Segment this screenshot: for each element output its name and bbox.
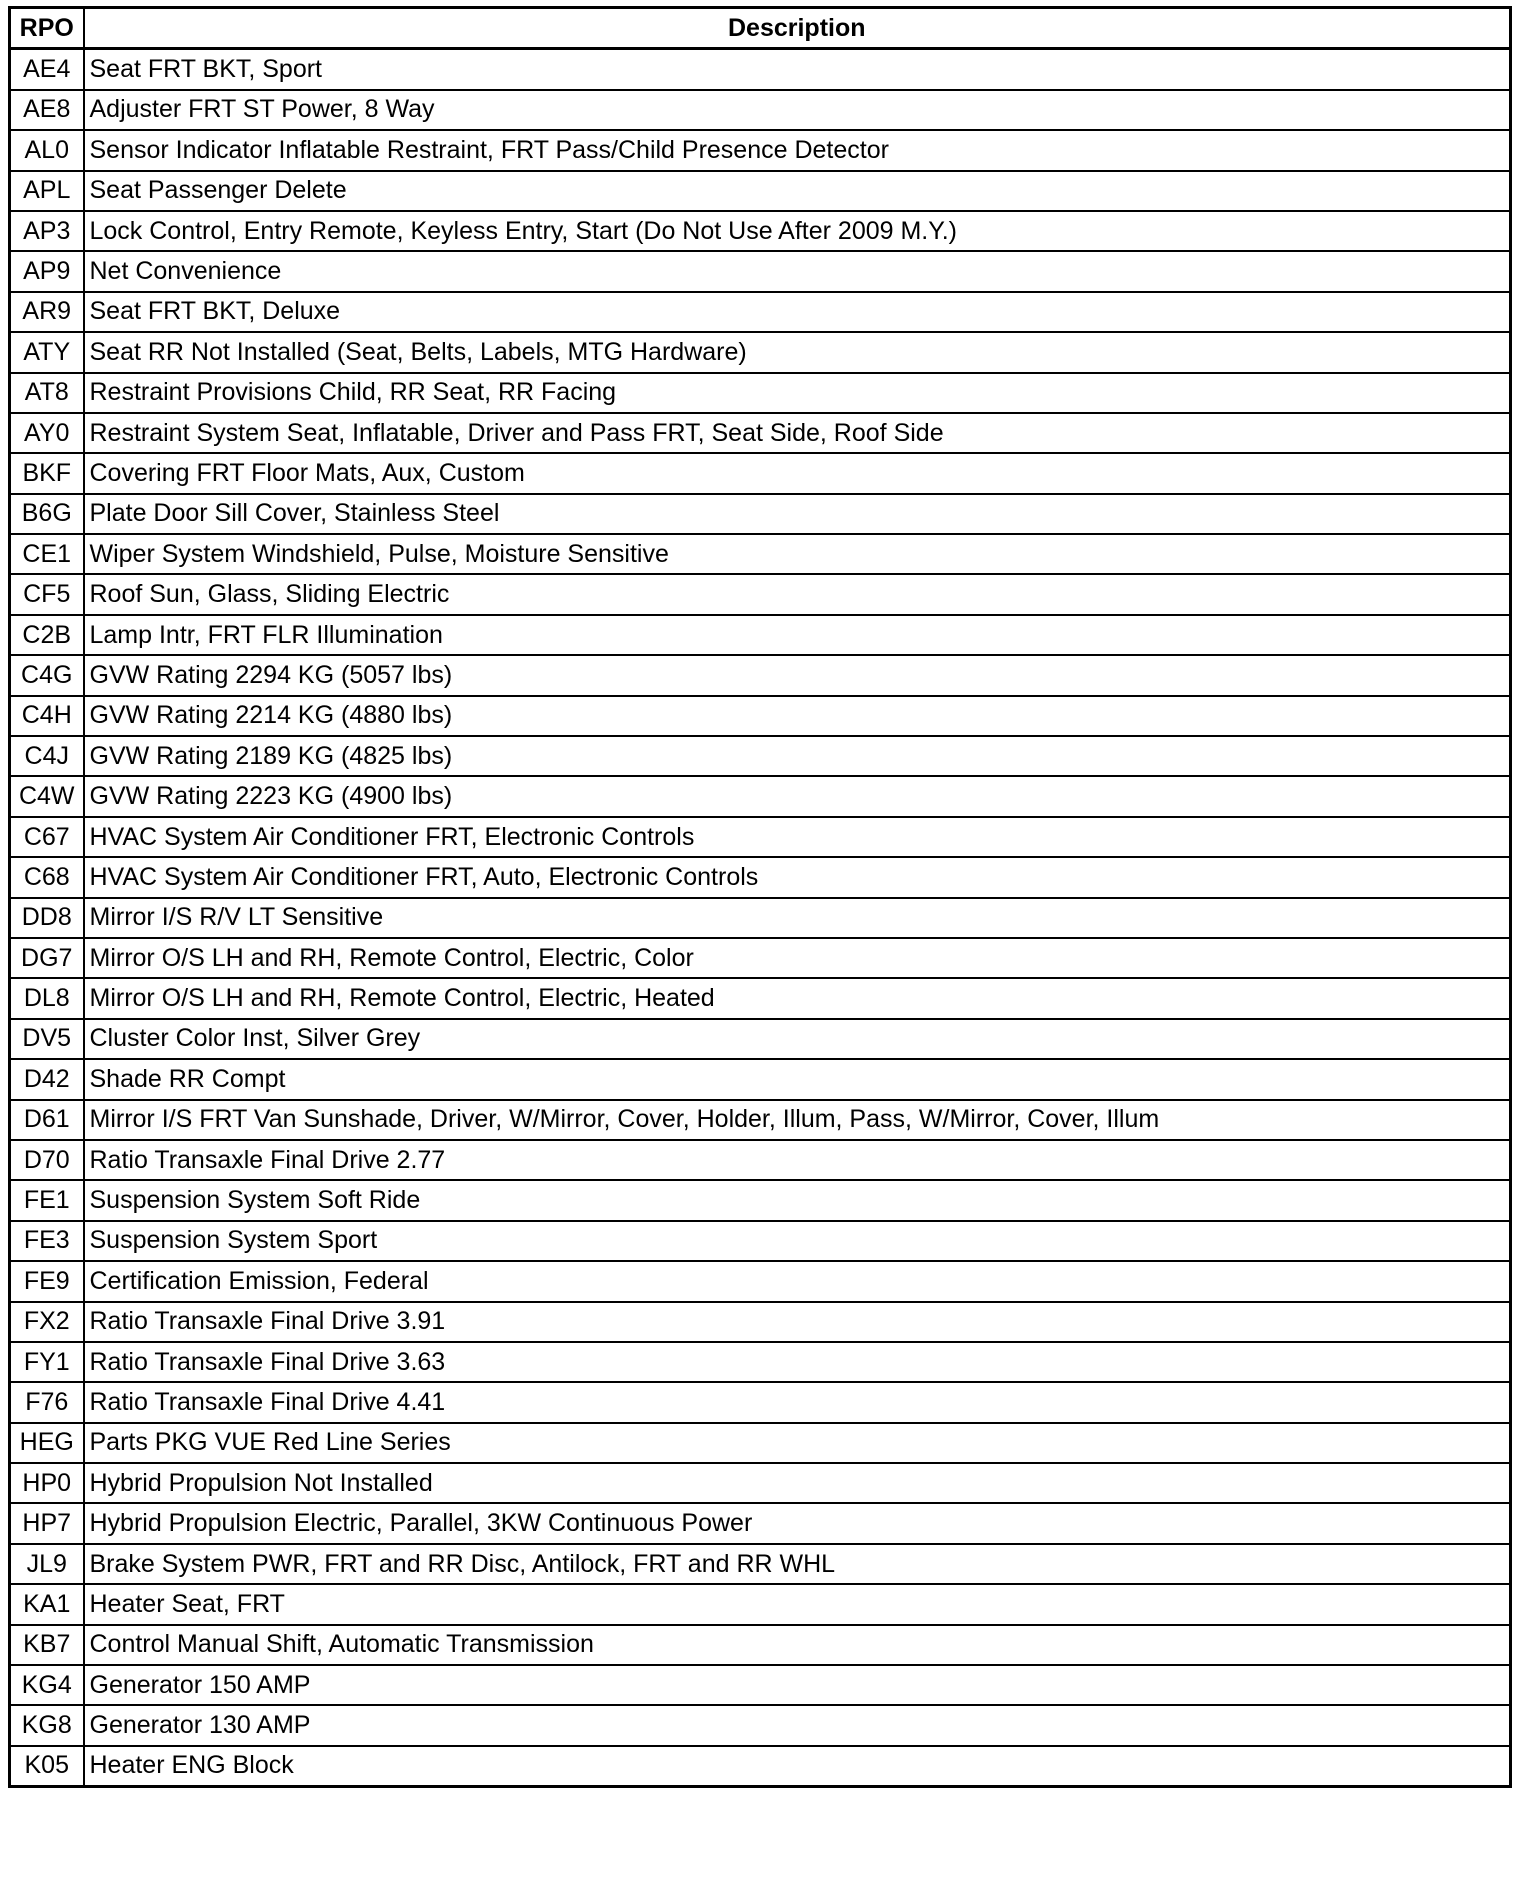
rpo-description: Generator 150 AMP (84, 1665, 1511, 1705)
rpo-code: FE3 (10, 1221, 84, 1261)
rpo-code: JL9 (10, 1544, 84, 1584)
rpo-description: Heater ENG Block (84, 1746, 1511, 1787)
table-row (10, 1180, 1511, 1220)
table-row (10, 817, 1511, 857)
rpo-description: Plate Door Sill Cover, Stainless Steel (84, 494, 1511, 534)
rpo-description: Mirror O/S LH and RH, Remote Control, Electric, Heated (84, 978, 1511, 1018)
table-row (10, 1705, 1511, 1745)
table-row (10, 1463, 1511, 1503)
rpo-description: Wiper System Windshield, Pulse, Moisture Sensitive (84, 534, 1511, 574)
rpo-code: FX2 (10, 1302, 84, 1342)
rpo-description: Generator 130 AMP (84, 1705, 1511, 1745)
rpo-description: Covering FRT Floor Mats, Aux, Custom (84, 453, 1511, 493)
rpo-code: AP3 (10, 211, 84, 251)
rpo-code: KB7 (10, 1625, 84, 1665)
table-row (10, 857, 1511, 897)
table-row (10, 332, 1511, 372)
table-row (10, 1584, 1511, 1624)
rpo-description: Seat FRT BKT, Sport (84, 49, 1511, 90)
table-row (10, 292, 1511, 332)
table-row (10, 1019, 1511, 1059)
header-rpo: RPO (10, 8, 84, 49)
rpo-description: GVW Rating 2294 KG (5057 lbs) (84, 655, 1511, 695)
table-row (10, 1302, 1511, 1342)
rpo-table (8, 6, 1512, 1788)
rpo-code: HP0 (10, 1463, 84, 1503)
table-row (10, 1342, 1511, 1382)
rpo-code: DG7 (10, 938, 84, 978)
table-row (10, 1059, 1511, 1099)
rpo-description: Seat RR Not Installed (Seat, Belts, Labels, MTG Hardware) (84, 332, 1511, 372)
rpo-description: Mirror O/S LH and RH, Remote Control, Electric, Color (84, 938, 1511, 978)
table-body (10, 49, 1511, 1787)
rpo-code: KG4 (10, 1665, 84, 1705)
rpo-description: Ratio Transaxle Final Drive 3.91 (84, 1302, 1511, 1342)
table-row (10, 978, 1511, 1018)
table-row (10, 49, 1511, 90)
rpo-code: B6G (10, 494, 84, 534)
rpo-description: Suspension System Soft Ride (84, 1180, 1511, 1220)
rpo-description: Mirror I/S FRT Van Sunshade, Driver, W/Mirror, Cover, Holder, Illum, Pass, W/Mirror, Cover, Illum (84, 1100, 1511, 1140)
table-row (10, 171, 1511, 211)
rpo-code: KA1 (10, 1584, 84, 1624)
rpo-code: ATY (10, 332, 84, 372)
rpo-code: HP7 (10, 1503, 84, 1543)
rpo-description: GVW Rating 2214 KG (4880 lbs) (84, 696, 1511, 736)
rpo-description: Parts PKG VUE Red Line Series (84, 1423, 1511, 1463)
rpo-code: CF5 (10, 574, 84, 614)
rpo-description: Restraint Provisions Child, RR Seat, RR Facing (84, 373, 1511, 413)
table-row (10, 898, 1511, 938)
rpo-description: Certification Emission, Federal (84, 1261, 1511, 1301)
table-row (10, 938, 1511, 978)
rpo-code: C4G (10, 655, 84, 695)
table-row (10, 1503, 1511, 1543)
header-description: Description (84, 8, 1511, 49)
rpo-code: KG8 (10, 1705, 84, 1745)
rpo-description: Control Manual Shift, Automatic Transmission (84, 1625, 1511, 1665)
table-row (10, 574, 1511, 614)
rpo-description: HVAC System Air Conditioner FRT, Electronic Controls (84, 817, 1511, 857)
table-row (10, 655, 1511, 695)
table-row (10, 1423, 1511, 1463)
rpo-code: K05 (10, 1746, 84, 1787)
table-row (10, 776, 1511, 816)
table-header-row (10, 8, 1511, 49)
rpo-code: AP9 (10, 251, 84, 291)
rpo-code: AY0 (10, 413, 84, 453)
rpo-code: CE1 (10, 534, 84, 574)
table-row (10, 1261, 1511, 1301)
rpo-code: AR9 (10, 292, 84, 332)
rpo-code: AL0 (10, 130, 84, 170)
rpo-code: AE8 (10, 90, 84, 130)
rpo-code: DL8 (10, 978, 84, 1018)
table-row (10, 130, 1511, 170)
rpo-description: Lock Control, Entry Remote, Keyless Entry, Start (Do Not Use After 2009 M.Y.) (84, 211, 1511, 251)
rpo-code: C2B (10, 615, 84, 655)
rpo-description: HVAC System Air Conditioner FRT, Auto, Electronic Controls (84, 857, 1511, 897)
rpo-code: BKF (10, 453, 84, 493)
table-row (10, 251, 1511, 291)
table-row (10, 211, 1511, 251)
table-row (10, 1100, 1511, 1140)
rpo-description: Cluster Color Inst, Silver Grey (84, 1019, 1511, 1059)
rpo-description: Brake System PWR, FRT and RR Disc, Antilock, FRT and RR WHL (84, 1544, 1511, 1584)
rpo-code: AT8 (10, 373, 84, 413)
rpo-description: Heater Seat, FRT (84, 1584, 1511, 1624)
rpo-description: Hybrid Propulsion Electric, Parallel, 3KW Continuous Power (84, 1503, 1511, 1543)
table-row (10, 1140, 1511, 1180)
table-row (10, 494, 1511, 534)
rpo-description: Adjuster FRT ST Power, 8 Way (84, 90, 1511, 130)
rpo-code: FE9 (10, 1261, 84, 1301)
rpo-code: DD8 (10, 898, 84, 938)
rpo-code: C67 (10, 817, 84, 857)
rpo-code: DV5 (10, 1019, 84, 1059)
rpo-code: C4J (10, 736, 84, 776)
rpo-code: D61 (10, 1100, 84, 1140)
rpo-description: Mirror I/S R/V LT Sensitive (84, 898, 1511, 938)
table-row (10, 1221, 1511, 1261)
rpo-description: Hybrid Propulsion Not Installed (84, 1463, 1511, 1503)
rpo-description: Restraint System Seat, Inflatable, Driver and Pass FRT, Seat Side, Roof Side (84, 413, 1511, 453)
rpo-description: Net Convenience (84, 251, 1511, 291)
rpo-description: Lamp Intr, FRT FLR Illumination (84, 615, 1511, 655)
rpo-description: Ratio Transaxle Final Drive 3.63 (84, 1342, 1511, 1382)
rpo-description: Suspension System Sport (84, 1221, 1511, 1261)
rpo-description: GVW Rating 2223 KG (4900 lbs) (84, 776, 1511, 816)
rpo-description: Seat Passenger Delete (84, 171, 1511, 211)
rpo-code: D70 (10, 1140, 84, 1180)
table-row (10, 413, 1511, 453)
table-row (10, 615, 1511, 655)
rpo-description: Ratio Transaxle Final Drive 2.77 (84, 1140, 1511, 1180)
rpo-code: FY1 (10, 1342, 84, 1382)
rpo-code: C4W (10, 776, 84, 816)
rpo-code: D42 (10, 1059, 84, 1099)
rpo-code: FE1 (10, 1180, 84, 1220)
table-row (10, 1625, 1511, 1665)
rpo-description: Roof Sun, Glass, Sliding Electric (84, 574, 1511, 614)
table-row (10, 373, 1511, 413)
rpo-code: HEG (10, 1423, 84, 1463)
rpo-description: Sensor Indicator Inflatable Restraint, FRT Pass/Child Presence Detector (84, 130, 1511, 170)
rpo-description: GVW Rating 2189 KG (4825 lbs) (84, 736, 1511, 776)
rpo-code: APL (10, 171, 84, 211)
table-row (10, 1544, 1511, 1584)
table-row (10, 453, 1511, 493)
rpo-code: AE4 (10, 49, 84, 90)
table-row (10, 736, 1511, 776)
rpo-code: C68 (10, 857, 84, 897)
rpo-code: C4H (10, 696, 84, 736)
rpo-description: Seat FRT BKT, Deluxe (84, 292, 1511, 332)
rpo-code: F76 (10, 1382, 84, 1422)
table-row (10, 534, 1511, 574)
rpo-description: Ratio Transaxle Final Drive 4.41 (84, 1382, 1511, 1422)
table-row (10, 1746, 1511, 1787)
table-row (10, 90, 1511, 130)
table-row (10, 1665, 1511, 1705)
table-row (10, 696, 1511, 736)
table-row (10, 1382, 1511, 1422)
rpo-description: Shade RR Compt (84, 1059, 1511, 1099)
